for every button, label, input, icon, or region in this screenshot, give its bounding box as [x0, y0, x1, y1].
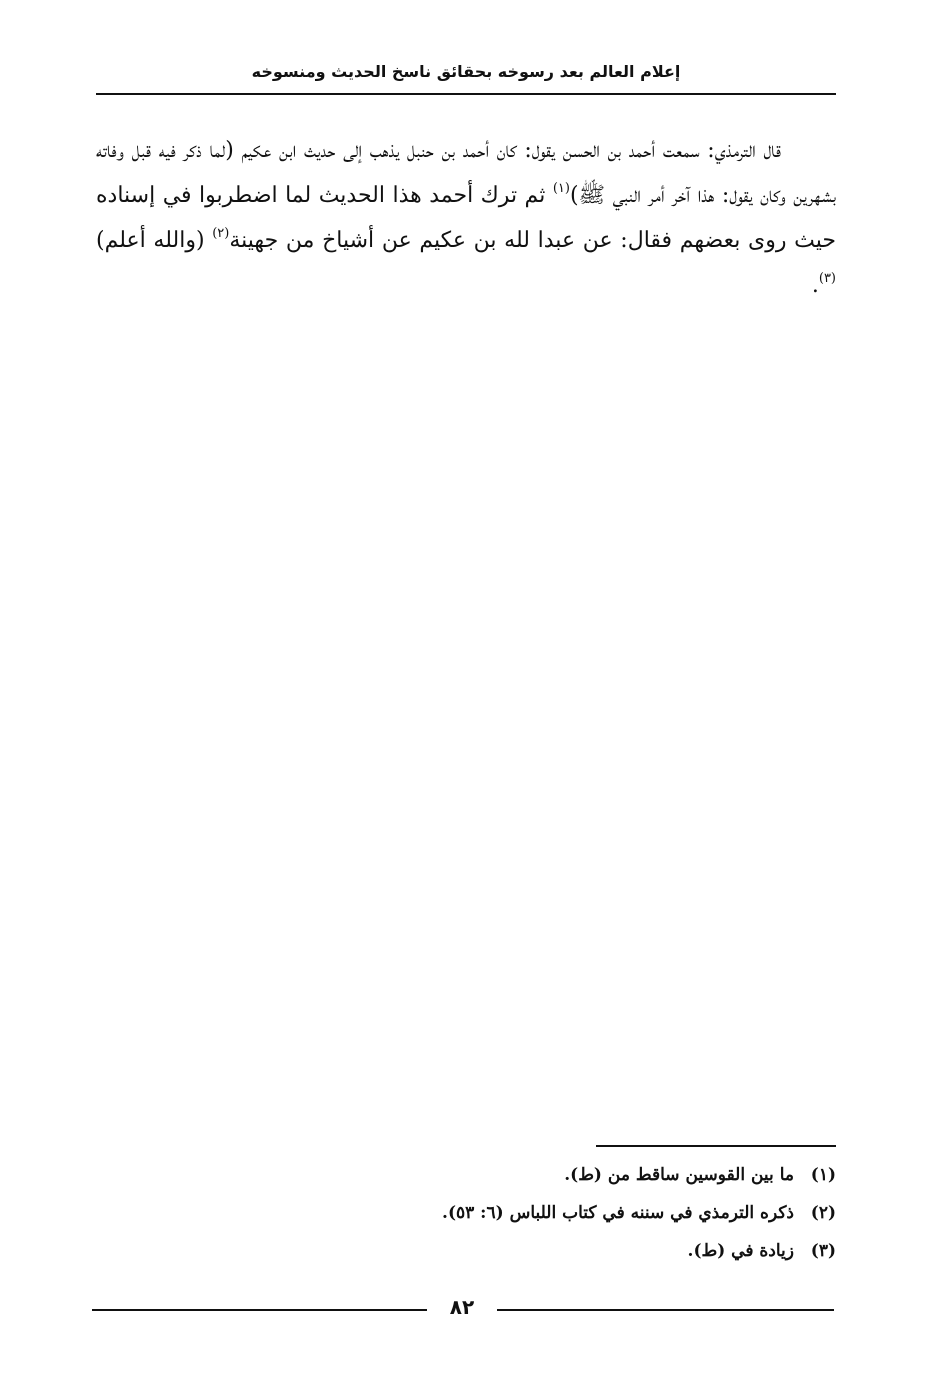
paragraph-text-part-4: . — [811, 273, 819, 298]
footer-rule-left — [92, 1309, 427, 1311]
header-rule — [96, 93, 836, 95]
footnote-text: ذكره الترمذي في سننه في كتاب اللباس (٦: ٥٣). — [442, 1203, 794, 1223]
footnote-number: (٢) — [810, 1203, 836, 1223]
footnote-number: (١) — [810, 1165, 836, 1185]
footnote-number: (٣) — [810, 1241, 836, 1261]
footnote-text: زيادة في (ط). — [687, 1241, 794, 1261]
paragraph-text-part-2: ثم ترك أحمد هذا الحديث لما اضطربوا في إسناده حيث روى بعضهم فقال: عن عبدا لله بن عكيم عن أشياخ من جهينة — [96, 183, 836, 253]
paragraph-text-part-3: (والله أعلم) — [96, 228, 213, 253]
footnotes-list — [96, 1156, 836, 1270]
page-number: ٨٢ — [449, 1295, 475, 1319]
paragraph-text-part-1: قال الترمذي: سمعت أحمد بن الحسن يقول: كان أحمد بن حنبل يذهب إلى حديث ابن عكيم (لما ذكر فيه قبل وفاته بشهرين وكان يقول: هذا آخر أمر النبي ﷺ) — [96, 138, 837, 208]
body-paragraph — [96, 128, 836, 308]
footnote-marker-1: (١) — [552, 181, 570, 196]
footnote-separator — [596, 1145, 836, 1147]
footer-rule-right — [497, 1309, 834, 1311]
footnote-text: ما بين القوسين ساقط من (ط). — [564, 1165, 794, 1185]
footnote-marker-2: (٢) — [212, 226, 230, 241]
footnote-item — [96, 1156, 836, 1194]
footnote-marker-3: (٣) — [818, 271, 836, 286]
footnote-item — [96, 1194, 836, 1232]
footnote-item — [96, 1232, 836, 1270]
running-title: إعلام العالم بعد رسوخه بحقائق ناسخ الحديث ومنسوخه — [251, 62, 681, 81]
page-footer — [92, 1290, 834, 1324]
